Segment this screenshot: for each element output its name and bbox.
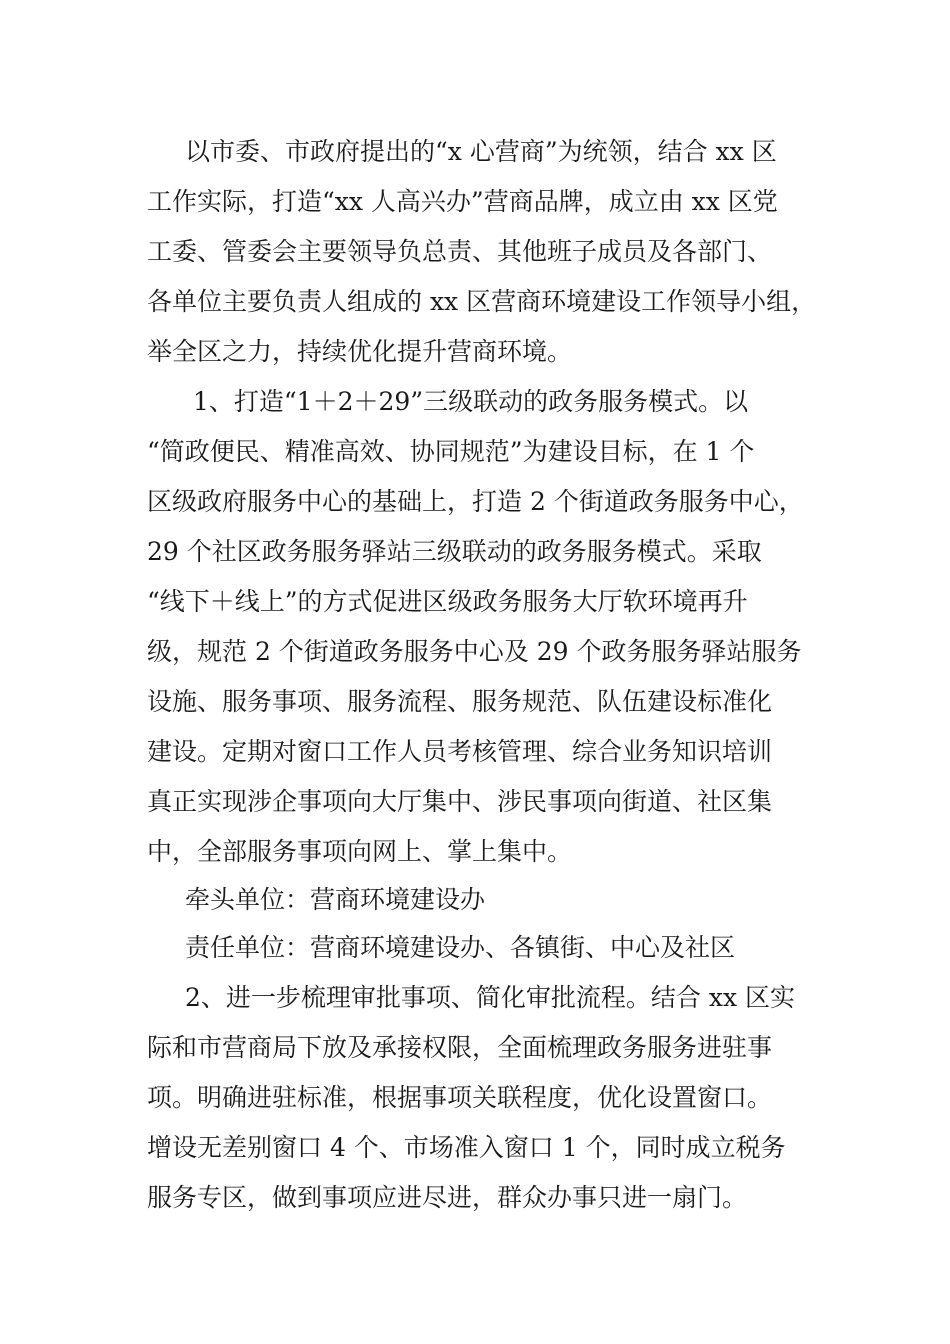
- section1-line-5: “线下＋线上”的方式促进区级政务服务大厅软环境再升: [147, 587, 748, 616]
- section1-line-1: 1、打造“1＋2＋29”三级联动的政务服务模式。以: [193, 387, 749, 416]
- section1-line-2: “简政便民、精准高效、协同规范”为建设目标，在 1 个: [147, 437, 755, 466]
- section1-line-4: 29 个社区政务服务驿站三级联动的政务服务模式。采取: [147, 537, 762, 566]
- intro-line-5: 举全区之力，持续优化提升营商环境。: [147, 337, 573, 366]
- section1-line-8: 建设。定期对窗口工作人员考核管理、综合业务知识培训: [147, 737, 773, 766]
- intro-line-1: 以市委、市政府提出的“x 心营商”为统领，结合 xx 区: [185, 137, 777, 166]
- responsible-units: 责任单位：营商环境建设办、各镇街、中心及社区: [185, 933, 736, 962]
- section2-line-5: 服务专区，做到事项应进尽进，群众办事只进一扇门。: [147, 1183, 748, 1212]
- section1-line-6: 级，规范 2 个街道政务服务中心及 29 个政务服务驿站服务: [147, 637, 802, 666]
- intro-line-4: 各单位主要负责人组成的 xx 区营商环境建设工作领导小组，: [147, 287, 817, 316]
- section1-line-10: 中，全部服务事项向网上、掌上集中。: [147, 837, 573, 866]
- lead-unit: 牵头单位：营商环境建设办: [185, 885, 486, 914]
- section1-line-3: 区级政府服务中心的基础上，打造 2 个街道政务服务中心，: [147, 487, 804, 516]
- section2-line-4: 增设无差别窗口 4 个、市场准入窗口 1 个，同时成立税务: [147, 1133, 786, 1162]
- intro-line-2: 工作实际，打造“xx 人高兴办”营商品牌，成立由 xx 区党: [147, 187, 778, 216]
- intro-line-3: 工委、管委会主要领导负总责、其他班子成员及各部门、: [147, 237, 773, 266]
- section1-line-9: 真正实现涉企事项向大厅集中、涉民事项向街道、社区集: [147, 787, 773, 816]
- section2-line-2: 际和市营商局下放及承接权限，全面梳理政务服务进驻事: [147, 1033, 773, 1062]
- section1-line-7: 设施、服务事项、服务流程、服务规范、队伍建设标准化: [147, 687, 773, 716]
- section2-line-3: 项。明确进驻标准，根据事项关联程度，优化设置窗口。: [147, 1083, 773, 1112]
- section2-line-1: 2、进一步梳理审批事项、简化审批流程。结合 xx 区实: [185, 983, 795, 1012]
